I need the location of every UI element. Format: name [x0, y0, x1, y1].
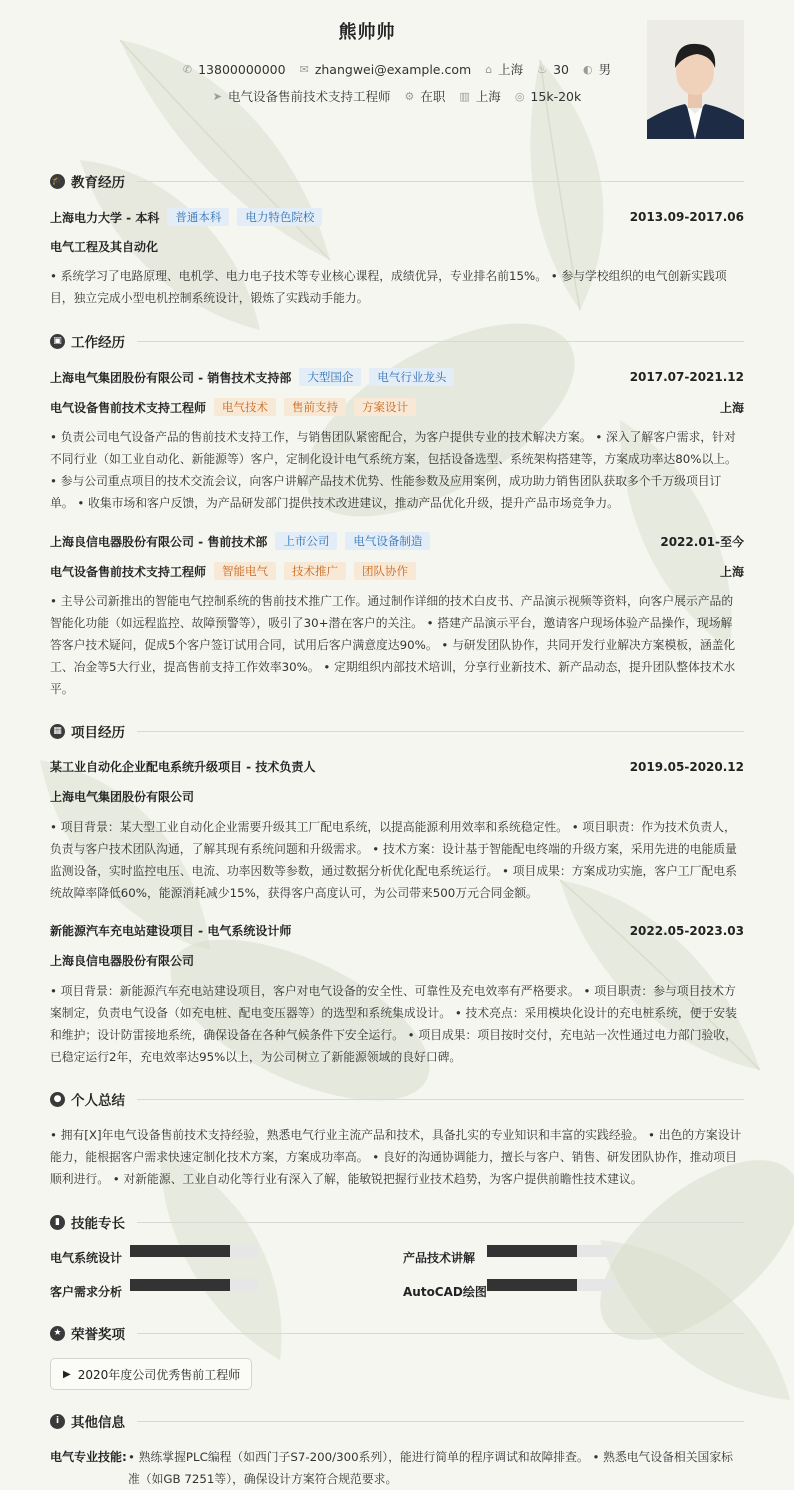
project-description: • 项目背景：新能源汽车充电站建设项目，客户对电气设备的安全性、可靠性及充电效率有严格要求。 • 项目职责：参与项目技术方案制定，负责电气设备（如充电桩、配电变压器等）的选型和系统集成设计。 • 技术亮点：采用模块化设计的充电桩系统，便于安装和维护；设计防雷接地系统，确保设备在各种气候条件下安全运行。 • 项目成果：项目按时交付，充电站一次性通过电力部门验收，已稳定运行2年，充电效率达95%以上，为公司树立了新能源领域的良好口碑。	[50, 984, 737, 1064]
info-icon: i	[50, 1414, 65, 1429]
location-value: 上海	[498, 62, 524, 77]
education-date: 2013.09-2017.06	[629, 210, 744, 224]
gear-icon: ⚙	[404, 89, 415, 103]
work-title-row	[50, 562, 744, 580]
phone-value: 13800000000	[198, 61, 286, 77]
phone-icon: ✆	[182, 62, 193, 76]
work-entry-header	[50, 368, 744, 386]
award-item[interactable]	[50, 1358, 252, 1390]
job-tag: 方案设计	[354, 398, 416, 416]
contact-info-row	[50, 60, 744, 78]
job-tag: 智能电气	[214, 562, 276, 580]
job-title: 电气设备售前技术支持工程师	[50, 564, 207, 579]
other-text: • 熟练掌握PLC编程（如西门子S7-200/300系列），能进行简单的程序调试和故障排查。 • 熟悉电气设备相关国家标准（如GB 7251等），确保设计方案符合规范要求。	[128, 1450, 733, 1486]
grid-icon: ▦	[50, 724, 65, 739]
skill-item	[50, 1249, 122, 1266]
skill-level-fill	[487, 1245, 577, 1257]
job-tag: 技术推广	[284, 562, 346, 580]
age-value: 30	[553, 61, 569, 77]
section-title: 其他信息	[71, 1415, 125, 1431]
play-triangle-icon: ▶	[63, 1368, 71, 1380]
skill-level-fill	[130, 1279, 230, 1291]
skills-section-header	[50, 1212, 744, 1232]
section-title: 项目经历	[71, 725, 125, 741]
section-title: 个人总结	[71, 1093, 125, 1109]
work-city-value: 上海	[475, 89, 501, 104]
skill-item	[403, 1249, 475, 1266]
briefcase-icon: ▣	[50, 334, 65, 349]
skill-name: 电气系统设计	[50, 1251, 123, 1265]
work-date: 2022.01-至今	[660, 534, 744, 549]
gender-icon: ◐	[582, 62, 593, 76]
home-icon: ⌂	[485, 62, 493, 76]
work-title-row	[50, 398, 744, 416]
school-name: 上海电力大学 - 本科	[50, 210, 160, 225]
projects-section-header	[50, 721, 744, 741]
award-label: 2020年度公司优秀售前工程师	[77, 1367, 241, 1382]
section-title: 技能专长	[71, 1216, 125, 1232]
user-icon: ●	[50, 1092, 65, 1107]
summary-section-header	[50, 1089, 744, 1109]
education-description: • 系统学习了电路原理、电机学、电力电子技术等专业核心课程，成绩优异，专业排名前15%。 • 参与学校组织的电气创新实践项目，独立完成小型电机控制系统设计，锻炼了实践动手能力。	[50, 269, 727, 305]
other-info-row	[50, 1446, 744, 1490]
project-entry-header	[50, 758, 744, 775]
school-tag: 普通本科	[167, 208, 229, 226]
project-company: 上海良信电器股份有限公司	[50, 954, 195, 968]
work-date: 2017.07-2021.12	[629, 370, 744, 384]
work-section-header	[50, 331, 744, 351]
skill-item	[50, 1283, 122, 1300]
skill-level-fill	[130, 1245, 230, 1257]
candidate-name: 熊帅帅	[338, 22, 396, 43]
medal-icon: ★	[50, 1326, 65, 1341]
work-description: • 主导公司新推出的智能电气控制系统的售前技术推广工作。通过制作详细的技术白皮书、产品演示视频等资料，向客户展示产品的智能化功能（如远程监控、故障预警等），吸引了30+潜在客户的关注。 • 搭建产品演示平台，邀请客户现场体验产品操作，现场解答客户技术疑问，促成5个客户签订试用合同，试用后客户满意度达90%。 • 与研发团队协作，共同开发行业解决方案模板，涵盖化工、冶金等5大行业，提高售前支持工作效率30%。 • 定期组织内部技术培训，分享行业新技术、新产品动态，提升团队整体技术水平。	[50, 594, 736, 696]
money-icon: ◎	[514, 89, 525, 103]
job-city: 上海	[719, 564, 744, 579]
skill-name: 客户需求分析	[50, 1285, 123, 1299]
project-date: 2022.05-2023.03	[629, 923, 744, 938]
project-description: • 项目背景：某大型工业自动化企业需要升级其工厂配电系统，以提高能源利用效率和系统稳定性。 • 项目职责：作为技术负责人，负责与客户技术团队沟通，了解其现有系统问题和升级需求。 • 技术方案：设计基于智能配电终端的升级方案，采用先进的电能质量监测设备，实时监控电压、电流、功率因数等参数，通过数据分析优化配电系统运行。 • 项目成果：方案成功实施，客户工厂配电系统故障率降低60%，能源消耗减少15%，获得客户高度认可，为公司带来500万元合同金额。	[50, 820, 737, 900]
project-date: 2019.05-2020.12	[629, 759, 744, 774]
company-name: 上海电气集团股份有限公司 - 销售技术支持部	[50, 370, 292, 385]
education-major-row	[50, 238, 744, 255]
awards-section-header	[50, 1323, 744, 1343]
job-title: 电气设备售前技术支持工程师	[50, 400, 207, 415]
job-tag: 售前支持	[284, 398, 346, 416]
company-name: 上海良信电器股份有限公司 - 售前技术部	[50, 534, 268, 549]
skill-name: 产品技术讲解	[403, 1251, 476, 1265]
gender-value: 男	[598, 62, 612, 77]
cake-icon: ♨	[537, 62, 548, 76]
skill-name: AutoCAD绘图	[403, 1285, 487, 1299]
work-description: • 负责公司电气设备产品的售前技术支持工作，与销售团队紧密配合，为客户提供专业的技术解决方案。 • 深入了解客户需求，针对不同行业（如工业自动化、新能源等）客户，定制化设计电气系统方案，包括设备选型、系统架构搭建等，方案成功率达80%以上。 • 参与公司重点项目的技术交流会议，向客户讲解产品技术优势、性能参数及应用案例，成功助力销售团队获取多个千万级项目订单。 • 收集市场和客户反馈，为产品研发部门提供技术改进建议，推动产品优化升级，提升产品市场竞争力。	[50, 430, 737, 510]
project-company: 上海电气集团股份有限公司	[50, 790, 195, 804]
company-tag: 大型国企	[299, 368, 361, 386]
project-name: 某工业自动化企业配电系统升级项目 - 技术负责人	[50, 760, 316, 774]
profile-photo	[647, 20, 744, 139]
company-tag: 上市公司	[275, 532, 337, 550]
company-tag: 电气行业龙头	[369, 368, 454, 386]
status-value: 在职	[420, 89, 446, 104]
job-tag: 团队协作	[354, 562, 416, 580]
company-tag: 电气设备制造	[345, 532, 430, 550]
school-tag: 电力特色院校	[237, 208, 322, 226]
major-name: 电气工程及其自动化	[50, 240, 159, 254]
graduation-cap-icon: 🎓	[50, 174, 65, 189]
send-icon: ➤	[212, 89, 222, 103]
position-value: 电气设备售前技术支持工程师	[227, 89, 391, 104]
mail-icon: ✉	[299, 62, 309, 76]
project-company-row	[50, 788, 744, 805]
other-label: 电气专业技能:	[50, 1450, 127, 1464]
job-city: 上海	[719, 400, 744, 415]
education-section-header	[50, 171, 744, 191]
project-name: 新能源汽车充电站建设项目 - 电气系统设计师	[50, 924, 292, 938]
chart-icon: ▮	[50, 1215, 65, 1230]
skill-level-fill	[487, 1279, 577, 1291]
other-section-header	[50, 1411, 744, 1431]
section-title: 荣誉奖项	[71, 1327, 125, 1343]
section-title: 教育经历	[71, 175, 125, 191]
job-intent-row	[50, 87, 744, 105]
education-entry-header	[50, 208, 744, 226]
salary-value: 15k-20k	[530, 88, 582, 104]
section-title: 工作经历	[71, 335, 125, 351]
project-entry-header	[50, 922, 744, 939]
skill-item	[403, 1283, 487, 1300]
building-icon: ▥	[459, 89, 470, 103]
project-company-row	[50, 952, 744, 969]
work-entry-header	[50, 532, 744, 550]
job-tag: 电气技术	[214, 398, 276, 416]
summary-description: • 拥有[X]年电气设备售前技术支持经验，熟悉电气行业主流产品和技术，具备扎实的专业知识和丰富的实践经验。 • 出色的方案设计能力，能根据客户需求快速定制化技术方案，方案成功率高。 • 良好的沟通协调能力，擅长与客户、销售、研发团队协作，推动项目顺利进行。 • 对新能源、工业自动化等行业有深入了解，能敏锐把握行业技术趋势，为客户提供前瞻性技术建议。	[50, 1128, 742, 1186]
email-value: zhangwei@example.com	[314, 61, 472, 77]
